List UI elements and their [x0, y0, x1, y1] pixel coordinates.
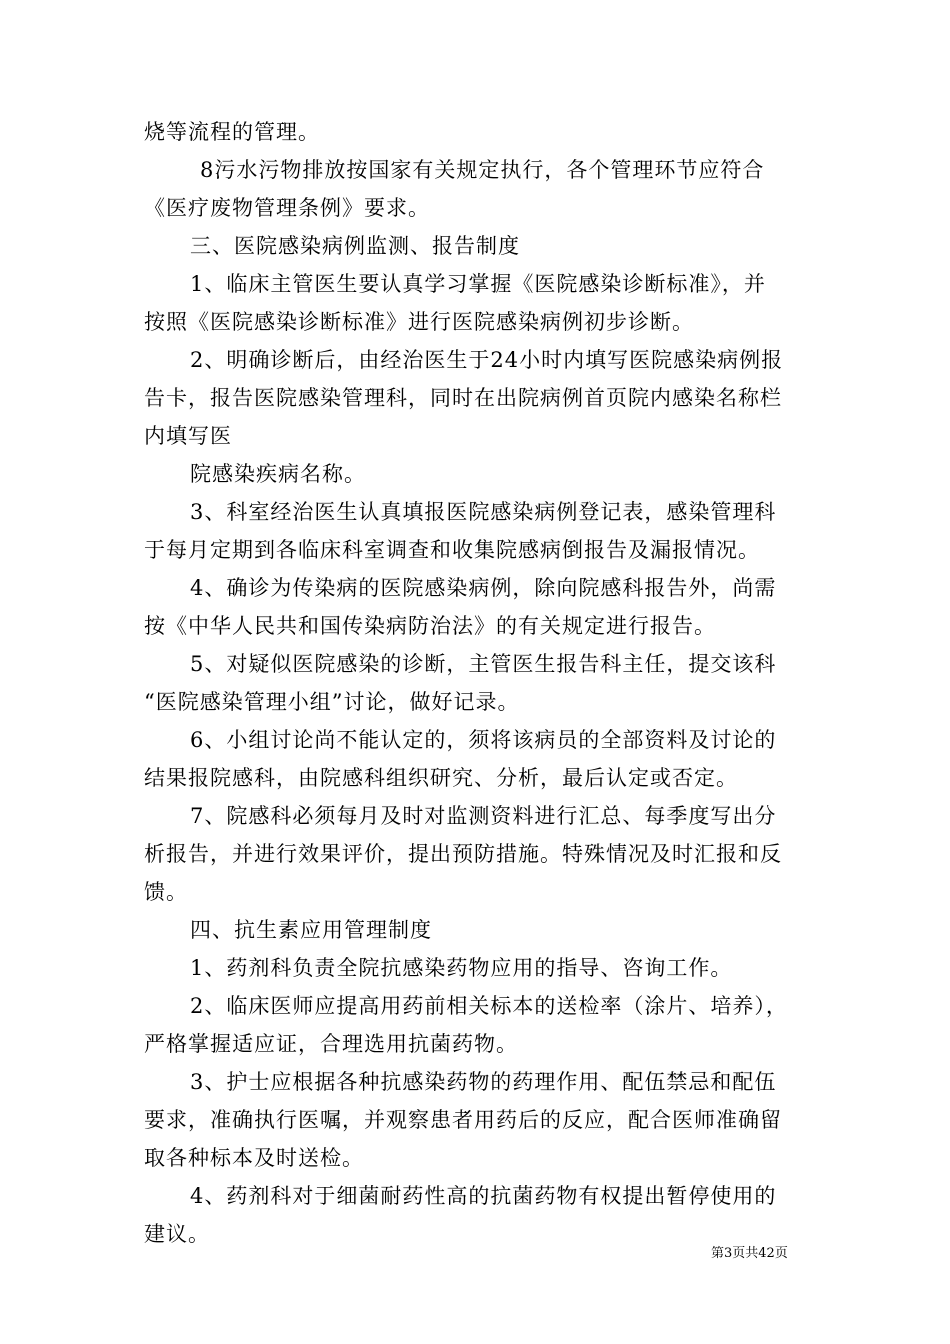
text-line: 4、药剂科对于细菌耐药性高的抗菌药物有权提出暂停使用的 [190, 1184, 777, 1208]
text-line: 烧等流程的管理。 [144, 120, 320, 144]
section-heading: 三、医院感染病例监测、报告制度 [190, 234, 520, 258]
text-line: 结果报院感科，由院感科组织研究、分析，最后认定或否定。 [144, 766, 738, 790]
text-line: 内填写医 [144, 424, 232, 448]
text-line: “医院感染管理小组”讨论，做好记录。 [144, 690, 520, 714]
text-line: 3、科室经治医生认真填报医院感染病例登记表，感染管理科 [190, 500, 777, 524]
text-line: 4、确诊为传染病的医院感染病例，除向院感科报告外，尚需 [190, 576, 777, 600]
text-line: 按《中华人民共和国传染病防治法》的有关规定进行报告。 [144, 614, 716, 638]
text-line: 于每月定期到各临床科室调查和收集院感病倒报告及漏报情况。 [144, 538, 760, 562]
text-line: 2、临床医师应提高用药前相关标本的送检率（涂片、培养）， [190, 994, 788, 1018]
document-body [144, 113, 812, 1253]
text-line: 6、小组讨论尚不能认定的，须将该病员的全部资料及讨论的 [190, 728, 777, 752]
page-number: 第3页共42页 [711, 1246, 788, 1261]
text-line: 《医疗废物管理条例》要求。 [144, 196, 430, 220]
text-line: 严格掌握适应证，合理选用抗菌药物。 [144, 1032, 518, 1056]
text-line: 5、对疑似医院感染的诊断，主管医生报告科主任，提交该科 [190, 652, 777, 676]
text-line: 院感染疾病名称。 [190, 462, 366, 486]
section-heading: 四、抗生素应用管理制度 [190, 918, 432, 942]
text-line: 取各种标本及时送检。 [144, 1146, 364, 1170]
text-line: 告卡，报告医院感染管理科，同时在出院病例首页院内感染名称栏 [144, 386, 782, 410]
text-line: 建议。 [144, 1222, 210, 1246]
text-line: 1、药剂科负责全院抗感染药物应用的指导、咨询工作。 [190, 956, 733, 980]
text-line: 馈。 [144, 880, 188, 904]
text-line: 按照《医院感染诊断标准》进行医院感染病例初步诊断。 [144, 310, 694, 334]
text-line: 2、明确诊断后，由经治医生于24小时内填写医院感染病例报 [190, 348, 784, 372]
text-line: 析报告，并进行效果评价，提出预防措施。特殊情况及时汇报和反 [144, 842, 782, 866]
text-line: 要求，准确执行医嘱，并观察患者用药后的反应，配合医师准确留 [144, 1108, 782, 1132]
text-line: 3、护士应根据各种抗感染药物的药理作用、配伍禁忌和配伍 [190, 1070, 777, 1094]
text-line: 8污水污物排放按国家有关规定执行，各个管理环节应符合 [200, 158, 765, 182]
text-line: 1、临床主管医生要认真学习掌握《医院感染诊断标准》，并 [190, 272, 766, 296]
text-line: 7、院感科必须每月及时对监测资料进行汇总、每季度写出分 [190, 804, 777, 828]
